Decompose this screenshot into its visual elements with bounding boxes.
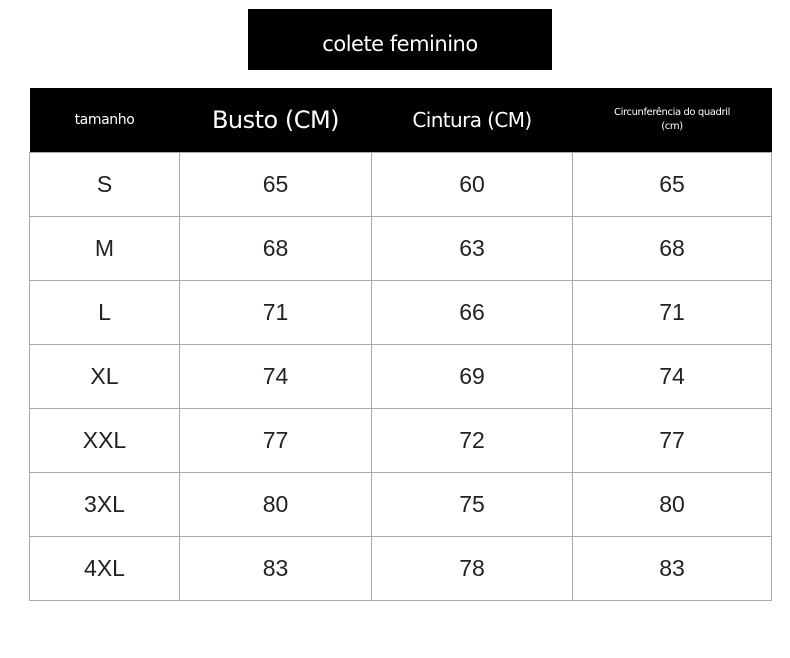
cell-hip: 71 <box>573 281 772 345</box>
cell-hip: 65 <box>573 153 772 217</box>
cell-waist: 63 <box>372 217 573 281</box>
cell-bust: 77 <box>180 409 372 473</box>
cell-bust: 68 <box>180 217 372 281</box>
cell-size: XL <box>30 345 180 409</box>
cell-size: XXL <box>30 409 180 473</box>
cell-hip: 77 <box>573 409 772 473</box>
cell-bust: 80 <box>180 473 372 537</box>
header-hip <box>573 88 772 153</box>
cell-hip: 74 <box>573 345 772 409</box>
table-row <box>30 345 772 409</box>
cell-hip: 83 <box>573 537 772 601</box>
header-hip-label: Circunferência do quadril <box>614 107 730 118</box>
chart-title-banner <box>248 9 552 70</box>
table-row <box>30 473 772 537</box>
header-waist: Cintura (CM) <box>372 88 573 153</box>
cell-hip: 80 <box>573 473 772 537</box>
cell-waist: 69 <box>372 345 573 409</box>
cell-size: M <box>30 217 180 281</box>
table-row <box>30 281 772 345</box>
header-size: tamanho <box>30 88 180 153</box>
size-table <box>29 88 772 601</box>
cell-size: 3XL <box>30 473 180 537</box>
header-hip-unit: (cm) <box>661 121 683 132</box>
cell-waist: 75 <box>372 473 573 537</box>
cell-waist: 60 <box>372 153 573 217</box>
table-row <box>30 217 772 281</box>
cell-bust: 74 <box>180 345 372 409</box>
cell-bust: 71 <box>180 281 372 345</box>
cell-waist: 72 <box>372 409 573 473</box>
table-row <box>30 537 772 601</box>
table-row <box>30 153 772 217</box>
chart-title: colete feminino <box>322 31 478 56</box>
table-row <box>30 409 772 473</box>
cell-bust: 83 <box>180 537 372 601</box>
cell-waist: 66 <box>372 281 573 345</box>
cell-waist: 78 <box>372 537 573 601</box>
cell-hip: 68 <box>573 217 772 281</box>
cell-size: 4XL <box>30 537 180 601</box>
header-bust: Busto (CM) <box>180 88 372 153</box>
cell-size: S <box>30 153 180 217</box>
cell-size: L <box>30 281 180 345</box>
table-header-row <box>30 88 772 153</box>
cell-bust: 65 <box>180 153 372 217</box>
